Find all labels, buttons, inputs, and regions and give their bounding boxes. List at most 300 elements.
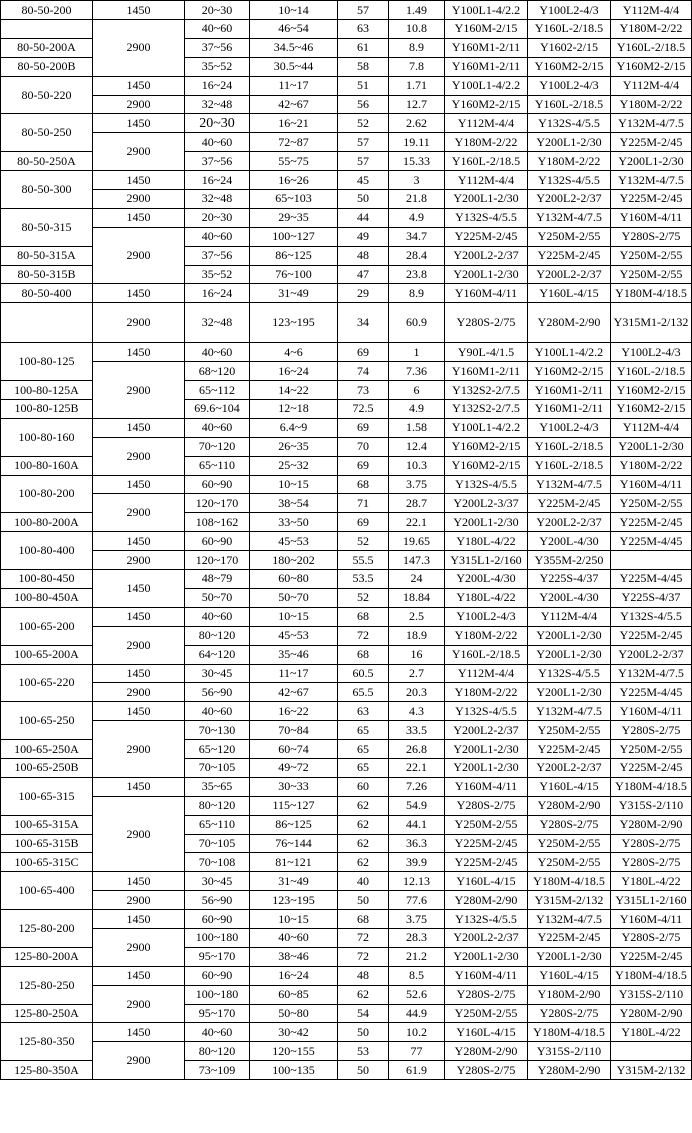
motor-cell: Y280M-2/90 [528,1061,611,1080]
power-cell: 18.9 [389,626,445,645]
power-cell: 8.9 [389,38,445,57]
flow-cell: 40~60 [185,1023,250,1042]
motor-cell: Y112M-4/4 [445,664,528,683]
head-cell: 16~22 [250,702,338,721]
motor-cell: Y315S-2/110 [611,985,692,1004]
speed-cell: 1450 [93,664,185,683]
flow-cell: 48~79 [185,570,250,589]
power-cell: 36.3 [389,834,445,853]
motor-cell: Y225M-2/45 [528,928,611,947]
head-cell: 86~125 [250,815,338,834]
efficiency-cell: 55.5 [338,551,389,570]
efficiency-cell: 50 [338,1023,389,1042]
power-cell: 4.9 [389,208,445,227]
motor-cell: Y160M-4/11 [611,702,692,721]
efficiency-cell: 62 [338,815,389,834]
table-row [1,20,692,39]
motor-cell: Y280M-2/90 [445,1042,528,1061]
head-cell: 76~100 [250,265,338,284]
motor-cell: Y180M-2/22 [445,683,528,702]
motor-cell [611,1042,692,1061]
motor-cell: Y200L1-2/30 [528,683,611,702]
motor-cell: Y160M1-2/11 [528,400,611,419]
motor-cell: Y112M-4/4 [611,76,692,95]
power-cell: 21.8 [389,190,445,209]
motor-cell: Y160L-2/18.5 [611,362,692,381]
head-cell: 55~75 [250,152,338,171]
model-cell [1,303,93,343]
flow-cell: 120~170 [185,551,250,570]
motor-cell: Y100L1-4/2.2 [528,343,611,362]
model-cell: 80-50-315A [1,246,93,265]
motor-cell: Y160M-4/11 [611,910,692,929]
motor-cell: Y200L1-2/30 [445,265,528,284]
power-cell: 61.9 [389,1061,445,1080]
motor-cell: Y200L1-2/30 [445,740,528,759]
flow-cell: 100~180 [185,985,250,1004]
model-cell: 125-80-250 [1,966,93,1004]
flow-cell: 16~24 [185,171,250,190]
head-cell: 46~54 [250,20,338,39]
motor-cell: Y200L2-3/37 [445,494,528,513]
head-cell: 10~15 [250,475,338,494]
head-cell: 60~80 [250,570,338,589]
flow-cell: 95~170 [185,947,250,966]
efficiency-cell: 68 [338,910,389,929]
flow-cell: 70~120 [185,437,250,456]
efficiency-cell: 65.5 [338,683,389,702]
efficiency-cell: 45 [338,171,389,190]
table-row [1,872,692,891]
flow-cell: 40~60 [185,418,250,437]
efficiency-cell: 65 [338,758,389,777]
flow-cell: 80~120 [185,1042,250,1061]
efficiency-cell: 65 [338,740,389,759]
flow-cell: 70~108 [185,853,250,872]
speed-cell: 2900 [93,20,185,77]
motor-cell: Y160L-2/18.5 [528,20,611,39]
motor-cell: Y200L2-2/37 [445,246,528,265]
table-row [1,532,692,551]
head-cell: 26~35 [250,437,338,456]
model-cell: 100-65-315B [1,834,93,853]
flow-cell: 108~162 [185,513,250,532]
model-cell: 100-80-450A [1,588,93,607]
motor-cell: Y280S-2/75 [611,928,692,947]
flow-cell: 68~120 [185,362,250,381]
head-cell: 60~85 [250,985,338,1004]
efficiency-cell: 57 [338,133,389,152]
motor-cell: Y112M-4/4 [445,114,528,133]
table-row [1,76,692,95]
power-cell: 147.3 [389,551,445,570]
power-cell: 15.33 [389,152,445,171]
motor-cell: Y225S-4/37 [528,570,611,589]
head-cell: 16~24 [250,966,338,985]
efficiency-cell: 61 [338,38,389,57]
model-cell: 100-65-250A [1,740,93,759]
head-cell: 50~80 [250,1004,338,1023]
motor-cell: Y112M-4/4 [611,1,692,20]
efficiency-cell: 68 [338,645,389,664]
efficiency-cell: 69 [338,343,389,362]
power-cell: 10.2 [389,1023,445,1042]
efficiency-cell: 40 [338,872,389,891]
model-cell: 100-65-315C [1,853,93,872]
table-row [1,362,692,381]
efficiency-cell: 63 [338,702,389,721]
speed-cell: 2900 [93,133,185,171]
motor-cell: Y160M-2/15 [445,20,528,39]
flow-cell: 69.6~104 [185,400,250,419]
efficiency-cell: 72 [338,928,389,947]
efficiency-cell: 62 [338,834,389,853]
efficiency-cell: 57 [338,152,389,171]
motor-cell: Y100L2-4/3 [528,418,611,437]
motor-cell: Y180L-4/22 [445,588,528,607]
head-cell: 34.5~46 [250,38,338,57]
flow-cell: 64~120 [185,645,250,664]
efficiency-cell: 58 [338,57,389,76]
motor-cell: Y315M-2/132 [611,1061,692,1080]
motor-cell: Y200L-4/30 [528,588,611,607]
efficiency-cell: 53.5 [338,570,389,589]
head-cell: 40~60 [250,928,338,947]
motor-cell: Y225M-2/45 [528,740,611,759]
head-cell: 14~22 [250,381,338,400]
model-cell: 100-80-125 [1,343,93,381]
motor-cell: Y250M-2/55 [445,815,528,834]
speed-cell: 2900 [93,1042,185,1080]
motor-cell: Y160M2-2/15 [528,57,611,76]
flow-cell: 37~56 [185,152,250,171]
table-row [1,891,692,910]
head-cell: 38~46 [250,947,338,966]
efficiency-cell: 69 [338,456,389,475]
motor-cell: Y280S-2/75 [611,834,692,853]
head-cell: 70~84 [250,721,338,740]
efficiency-cell: 69 [338,418,389,437]
flow-cell: 40~60 [185,702,250,721]
motor-cell: Y225M-2/45 [528,246,611,265]
motor-cell: Y132M-4/7.5 [611,664,692,683]
motor-cell: Y112M-4/4 [611,418,692,437]
efficiency-cell: 50 [338,1061,389,1080]
flow-cell: 60~90 [185,910,250,929]
motor-cell: Y200L1-2/30 [528,645,611,664]
motor-cell: Y160M2-2/15 [611,57,692,76]
efficiency-cell: 29 [338,284,389,303]
power-cell: 26.8 [389,740,445,759]
motor-cell: Y200L1-2/30 [445,947,528,966]
flow-cell: 37~56 [185,38,250,57]
motor-cell: Y160L-2/18.5 [528,456,611,475]
head-cell: 25~32 [250,456,338,475]
motor-cell: Y160L-4/15 [528,777,611,796]
motor-cell: Y160L-4/15 [528,966,611,985]
speed-cell: 2900 [93,494,185,532]
table-row [1,133,692,152]
flow-cell: 56~90 [185,683,250,702]
power-cell: 33.5 [389,721,445,740]
flow-cell: 32~48 [185,303,250,343]
model-cell: 80-50-200 [1,1,93,20]
head-cell: 16~26 [250,171,338,190]
table-row [1,190,692,209]
flow-cell: 95~170 [185,1004,250,1023]
head-cell: 60~74 [250,740,338,759]
motor-cell: Y160M1-2/11 [445,57,528,76]
motor-cell: Y180M-4/18.5 [611,966,692,985]
head-cell: 123~195 [250,891,338,910]
efficiency-cell: 62 [338,853,389,872]
motor-cell: Y200L2-2/37 [528,190,611,209]
efficiency-cell: 68 [338,607,389,626]
motor-cell: Y180M-2/22 [611,456,692,475]
flow-cell: 60~90 [185,532,250,551]
model-cell: 100-80-160 [1,418,93,456]
power-cell: 1 [389,343,445,362]
power-cell: 16 [389,645,445,664]
motor-cell: Y180M-2/22 [528,152,611,171]
flow-cell: 35~52 [185,265,250,284]
motor-cell: Y160M1-2/11 [445,362,528,381]
speed-cell: 1450 [93,343,185,362]
head-cell: 180~202 [250,551,338,570]
model-cell: 100-65-315 [1,777,93,815]
motor-cell: Y200L1-2/30 [528,947,611,966]
table-row [1,437,692,456]
power-cell: 12.13 [389,872,445,891]
speed-cell: 2900 [93,796,185,872]
motor-cell: Y180M-2/22 [445,626,528,645]
power-cell: 6 [389,381,445,400]
motor-cell: Y315S-2/110 [611,796,692,815]
table-row [1,570,692,589]
model-cell: 100-80-200A [1,513,93,532]
motor-cell: Y200L1-2/30 [445,190,528,209]
speed-cell: 1450 [93,872,185,891]
efficiency-cell: 56 [338,95,389,114]
power-cell: 28.3 [389,928,445,947]
head-cell: 31~49 [250,872,338,891]
speed-cell: 2900 [93,303,185,343]
motor-cell: Y200L2-2/37 [611,645,692,664]
model-cell: 80-50-200A [1,38,93,57]
model-cell: 100-80-125B [1,400,93,419]
motor-cell: Y280M-2/90 [528,796,611,815]
motor-cell: Y280S-2/75 [611,227,692,246]
power-cell: 1.71 [389,76,445,95]
head-cell: 115~127 [250,796,338,815]
flow-cell: 16~24 [185,76,250,95]
table-row [1,966,692,985]
motor-cell: Y132S-4/5.5 [611,607,692,626]
efficiency-cell: 34 [338,303,389,343]
motor-cell: Y160M1-2/11 [445,38,528,57]
power-cell: 8.9 [389,284,445,303]
speed-cell: 1450 [93,76,185,95]
power-cell: 21.2 [389,947,445,966]
model-cell: 125-80-200A [1,947,93,966]
flow-cell: 40~60 [185,133,250,152]
efficiency-cell: 72.5 [338,400,389,419]
power-cell: 20.3 [389,683,445,702]
motor-cell: Y132S2-2/7.5 [445,400,528,419]
speed-cell: 2900 [93,95,185,114]
power-cell: 18.84 [389,588,445,607]
head-cell: 16~21 [250,114,338,133]
speed-cell: 1450 [93,702,185,721]
table-row [1,607,692,626]
head-cell: 33~50 [250,513,338,532]
head-cell: 10~14 [250,1,338,20]
motor-cell: Y112M-4/4 [528,607,611,626]
motor-cell: Y160M2-2/15 [445,95,528,114]
speed-cell: 2900 [93,626,185,664]
power-cell: 3.75 [389,910,445,929]
motor-cell: Y132S2-2/7.5 [445,381,528,400]
head-cell: 100~127 [250,227,338,246]
motor-cell: Y160L-2/18.5 [528,437,611,456]
speed-cell: 1450 [93,910,185,929]
head-cell: 49~72 [250,758,338,777]
motor-cell: Y200L-4/30 [445,570,528,589]
motor-cell: Y225M-2/45 [445,853,528,872]
speed-cell: 2900 [93,362,185,419]
motor-cell: Y100L2-4/3 [528,1,611,20]
efficiency-cell: 70 [338,437,389,456]
power-cell: 77.6 [389,891,445,910]
motor-cell: Y132S-4/5.5 [528,171,611,190]
motor-cell: Y280M-2/90 [611,1004,692,1023]
model-cell [1,20,93,39]
motor-cell: Y315M-2/132 [528,891,611,910]
model-cell: 125-80-350A [1,1061,93,1080]
motor-cell: Y355M-2/250 [528,551,611,570]
head-cell: 30~33 [250,777,338,796]
efficiency-cell: 62 [338,796,389,815]
motor-cell: Y315M1-2/132 [611,303,692,343]
motor-cell: Y180M-4/18.5 [611,284,692,303]
motor-cell: Y315S-2/110 [528,1042,611,1061]
flow-cell: 40~60 [185,343,250,362]
motor-cell: Y160L-2/18.5 [445,152,528,171]
motor-cell: Y225M-2/45 [445,834,528,853]
motor-cell: Y200L1-2/30 [611,152,692,171]
speed-cell: 2900 [93,985,185,1023]
motor-cell: Y225S-4/37 [611,588,692,607]
head-cell: 42~67 [250,683,338,702]
efficiency-cell: 49 [338,227,389,246]
speed-cell: 2900 [93,437,185,475]
motor-cell: Y180M-4/18.5 [528,1023,611,1042]
motor-cell: Y225M-2/45 [611,947,692,966]
motor-cell: Y280M-2/90 [528,303,611,343]
model-cell: 100-65-250 [1,702,93,740]
motor-cell: Y160M-4/11 [445,777,528,796]
flow-cell: 65~112 [185,381,250,400]
motor-cell: Y200L1-2/30 [445,513,528,532]
power-cell: 44.1 [389,815,445,834]
motor-cell: Y100L2-4/3 [445,607,528,626]
head-cell: 12~18 [250,400,338,419]
flow-cell: 30~45 [185,664,250,683]
head-cell: 100~135 [250,1061,338,1080]
motor-cell: Y100L1-4/2.2 [445,418,528,437]
motor-cell: Y160L-4/15 [528,284,611,303]
speed-cell: 1450 [93,1,185,20]
motor-cell: Y132S-4/5.5 [445,208,528,227]
table-row [1,551,692,570]
motor-cell: Y160M2-2/15 [611,400,692,419]
flow-cell: 80~120 [185,626,250,645]
motor-cell: Y200L1-2/30 [528,133,611,152]
power-cell: 3.75 [389,475,445,494]
flow-cell: 73~109 [185,1061,250,1080]
motor-cell: Y280M-2/90 [611,815,692,834]
head-cell: 16~24 [250,362,338,381]
flow-cell: 100~180 [185,928,250,947]
power-cell: 2.62 [389,114,445,133]
motor-cell: Y225M-2/45 [611,626,692,645]
motor-cell: Y225M-2/45 [528,494,611,513]
efficiency-cell: 60.5 [338,664,389,683]
flow-cell: 70~105 [185,834,250,853]
speed-cell: 2900 [93,227,185,284]
efficiency-cell: 54 [338,1004,389,1023]
motor-cell: Y180M-2/22 [611,20,692,39]
power-cell: 28.4 [389,246,445,265]
head-cell: 11~17 [250,76,338,95]
motor-cell: Y315L1-2/160 [445,551,528,570]
flow-cell: 120~170 [185,494,250,513]
speed-cell: 1450 [93,475,185,494]
flow-cell: 40~60 [185,227,250,246]
motor-cell: Y280S-2/75 [445,303,528,343]
head-cell: 123~195 [250,303,338,343]
motor-cell: Y250M-2/55 [611,740,692,759]
motor-cell: Y200L2-2/37 [445,928,528,947]
motor-cell: Y160L-4/15 [445,872,528,891]
table-row [1,1023,692,1042]
motor-cell: Y280S-2/75 [528,815,611,834]
table-row [1,777,692,796]
efficiency-cell: 65 [338,721,389,740]
flow-cell: 32~48 [185,190,250,209]
head-cell: 120~155 [250,1042,338,1061]
efficiency-cell: 53 [338,1042,389,1061]
motor-cell: Y250M-2/55 [611,494,692,513]
efficiency-cell: 71 [338,494,389,513]
motor-cell: Y250M-2/55 [445,1004,528,1023]
motor-cell: Y225M-2/45 [611,133,692,152]
efficiency-cell: 68 [338,475,389,494]
motor-cell: Y225M-4/45 [611,570,692,589]
efficiency-cell: 47 [338,265,389,284]
model-cell: 80-50-300 [1,171,93,209]
model-cell: 100-65-200A [1,645,93,664]
motor-cell: Y200L2-2/37 [445,721,528,740]
motor-cell: Y132S-4/5.5 [445,702,528,721]
power-cell: 28.7 [389,494,445,513]
power-cell: 77 [389,1042,445,1061]
motor-cell: Y160M-4/11 [445,966,528,985]
motor-cell: Y200L2-2/37 [528,265,611,284]
motor-cell: Y160M1-2/11 [528,381,611,400]
power-cell: 4.9 [389,400,445,419]
speed-cell: 1450 [93,966,185,985]
